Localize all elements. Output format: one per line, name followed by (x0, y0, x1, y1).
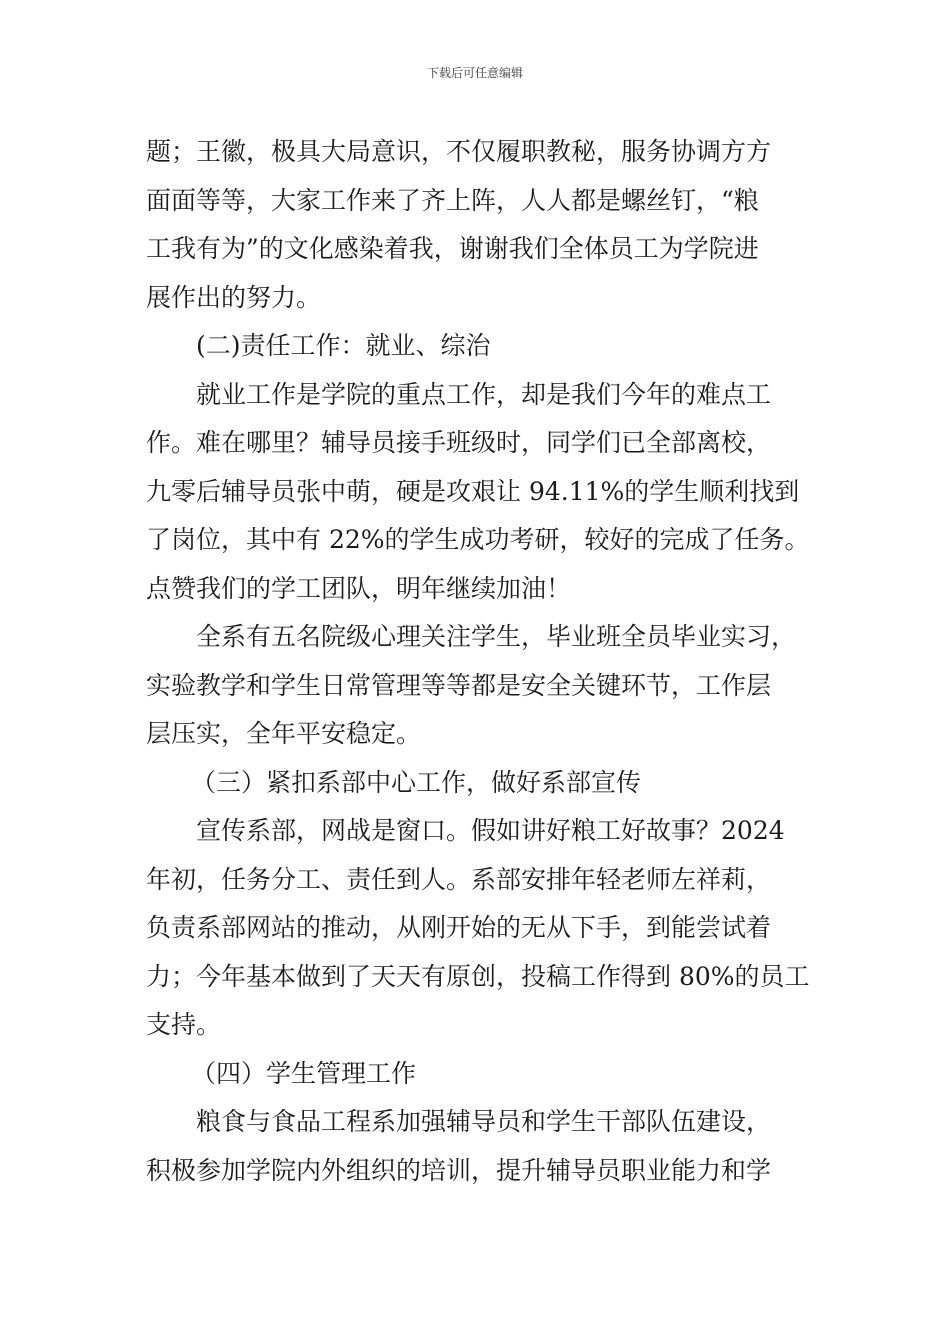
text-line: 就业工作是学院的重点工作，却是我们今年的难点工 (196, 379, 772, 409)
text-line: 宣传系部，网战是窗口。假如讲好粮工好故事？2024 (196, 816, 785, 845)
text-line: 面面等等，大家工作来了齐上阵，人人都是螺丝钉，“粮 (146, 185, 759, 215)
text-line: 支持。 (146, 1010, 222, 1039)
text-line: 工我有为”的文化感染着我，谢谢我们全体员工为学院进 (146, 234, 759, 263)
text-line: 九零后辅导员张中萌，硬是攻艰让 94.11%的学生顺利找到 (146, 476, 800, 506)
text-line: 粮食与食品工程系加强辅导员和学生干部队伍建设， (196, 1107, 772, 1136)
document-body (146, 128, 826, 1195)
text-line: 题；王徽，极具大局意识，不仅履职教秘，服务协调方方 (146, 137, 772, 166)
text-line: 全系有五名院级心理关注学生，毕业班全员毕业实习， (196, 622, 797, 651)
text-line: 负责系部网站的推动，从刚开始的无从下手，到能尝试着 (146, 913, 772, 942)
page-header-note: 下载后可任意编辑 (426, 66, 523, 80)
text-line: 层压实，全年平安稳定。 (146, 719, 422, 748)
text-line: 展作出的努力。 (146, 282, 322, 312)
text-line: 力；今年基本做到了天天有原创，投稿工作得到 80%的员工 (146, 961, 810, 991)
section-heading: （三）紧扣系部中心工作，做好系部宣传 (191, 767, 642, 797)
text-line: 年初，任务分工、责任到人。系部安排年轻老师左祥莉， (146, 864, 772, 894)
text-line: 实验教学和学生日常管理等等都是安全关键环节，工作层 (146, 670, 772, 700)
text-line: 点赞我们的学工团队，明年继续加油！ (146, 573, 572, 603)
text-line: 了岗位，其中有 22%的学生成功考研，较好的完成了任务。 (146, 525, 810, 554)
section-heading: (二)责任工作：就业、综治 (196, 331, 491, 360)
section-heading: （四）学生管理工作 (191, 1058, 417, 1088)
text-line: 积极参加学院内外组织的培训，提升辅导员职业能力和学 (146, 1155, 772, 1185)
text-line: 作。难在哪里？辅导员接手班级时，同学们已全部离校， (146, 428, 772, 457)
